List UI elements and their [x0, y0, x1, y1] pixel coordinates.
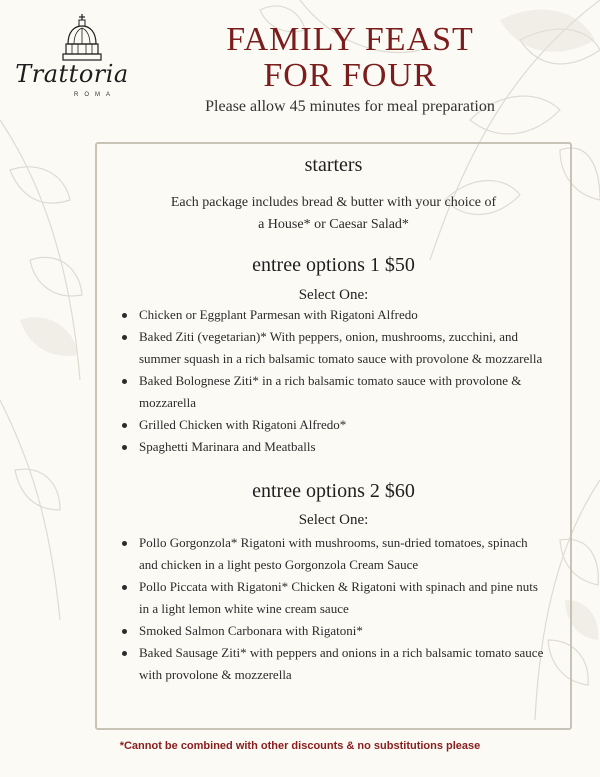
entree-options-2-heading: entree options 2 $60: [252, 480, 415, 502]
list-item: Pollo Piccata with Rigatoni* Chicken & Rigatoni with spinach and pine nuts in a light lemon white wine cream sauce: [139, 576, 549, 620]
list-item: Pollo Gorgonzola* Rigatoni with mushrooms, sun-dried tomatoes, spinach and chicken in a light pesto Gorgonzola Cream Sauce: [139, 532, 549, 576]
prep-time-note: Please allow 45 minutes for meal preparation: [205, 98, 495, 115]
list-item: Spaghetti Marinara and Meatballs: [139, 436, 549, 458]
logo-wordmark: Trattoria: [15, 60, 129, 88]
list-item: Baked Sausage Ziti* with peppers and onions in a rich balsamic tomato sauce with provolone & mozzerella: [139, 642, 549, 686]
starters-description-line-1: Each package includes bread & butter with your choice of: [170, 195, 497, 210]
list-item: Baked Bolognese Ziti* in a rich balsamic tomato sauce with provolone & mozzarella: [139, 370, 549, 414]
page-title-line-1: FAMILY FEAST: [226, 21, 474, 58]
starters-heading: starters: [304, 154, 363, 176]
dome-icon: [62, 14, 102, 62]
list-item: Chicken or Eggplant Parmesan with Rigatoni Alfredo: [139, 304, 549, 326]
list-item: Smoked Salmon Carbonara with Rigatoni*: [139, 620, 549, 642]
footer-disclaimer: *Cannot be combined with other discounts & no substitutions please: [119, 740, 481, 752]
entree-options-1-list: [139, 304, 549, 458]
trattoria-logo: [14, 14, 130, 96]
entree-options-2-list: [139, 532, 549, 686]
logo-subtitle: ROMA: [74, 92, 116, 98]
list-item: Grilled Chicken with Rigatoni Alfredo*: [139, 414, 549, 436]
entree-options-2-select-label: Select One:: [298, 512, 369, 528]
starters-description-line-2: a House* or Caesar Salad*: [258, 217, 409, 232]
page-title-line-2: FOR FOUR: [263, 57, 437, 94]
entree-options-1-heading: entree options 1 $50: [252, 254, 415, 276]
entree-options-1-select-label: Select One:: [298, 287, 369, 303]
list-item: Baked Ziti (vegetarian)* With peppers, onion, mushrooms, zucchini, and summer squash in a rich balsamic tomato sauce with provolone & mozzarella: [139, 326, 549, 370]
